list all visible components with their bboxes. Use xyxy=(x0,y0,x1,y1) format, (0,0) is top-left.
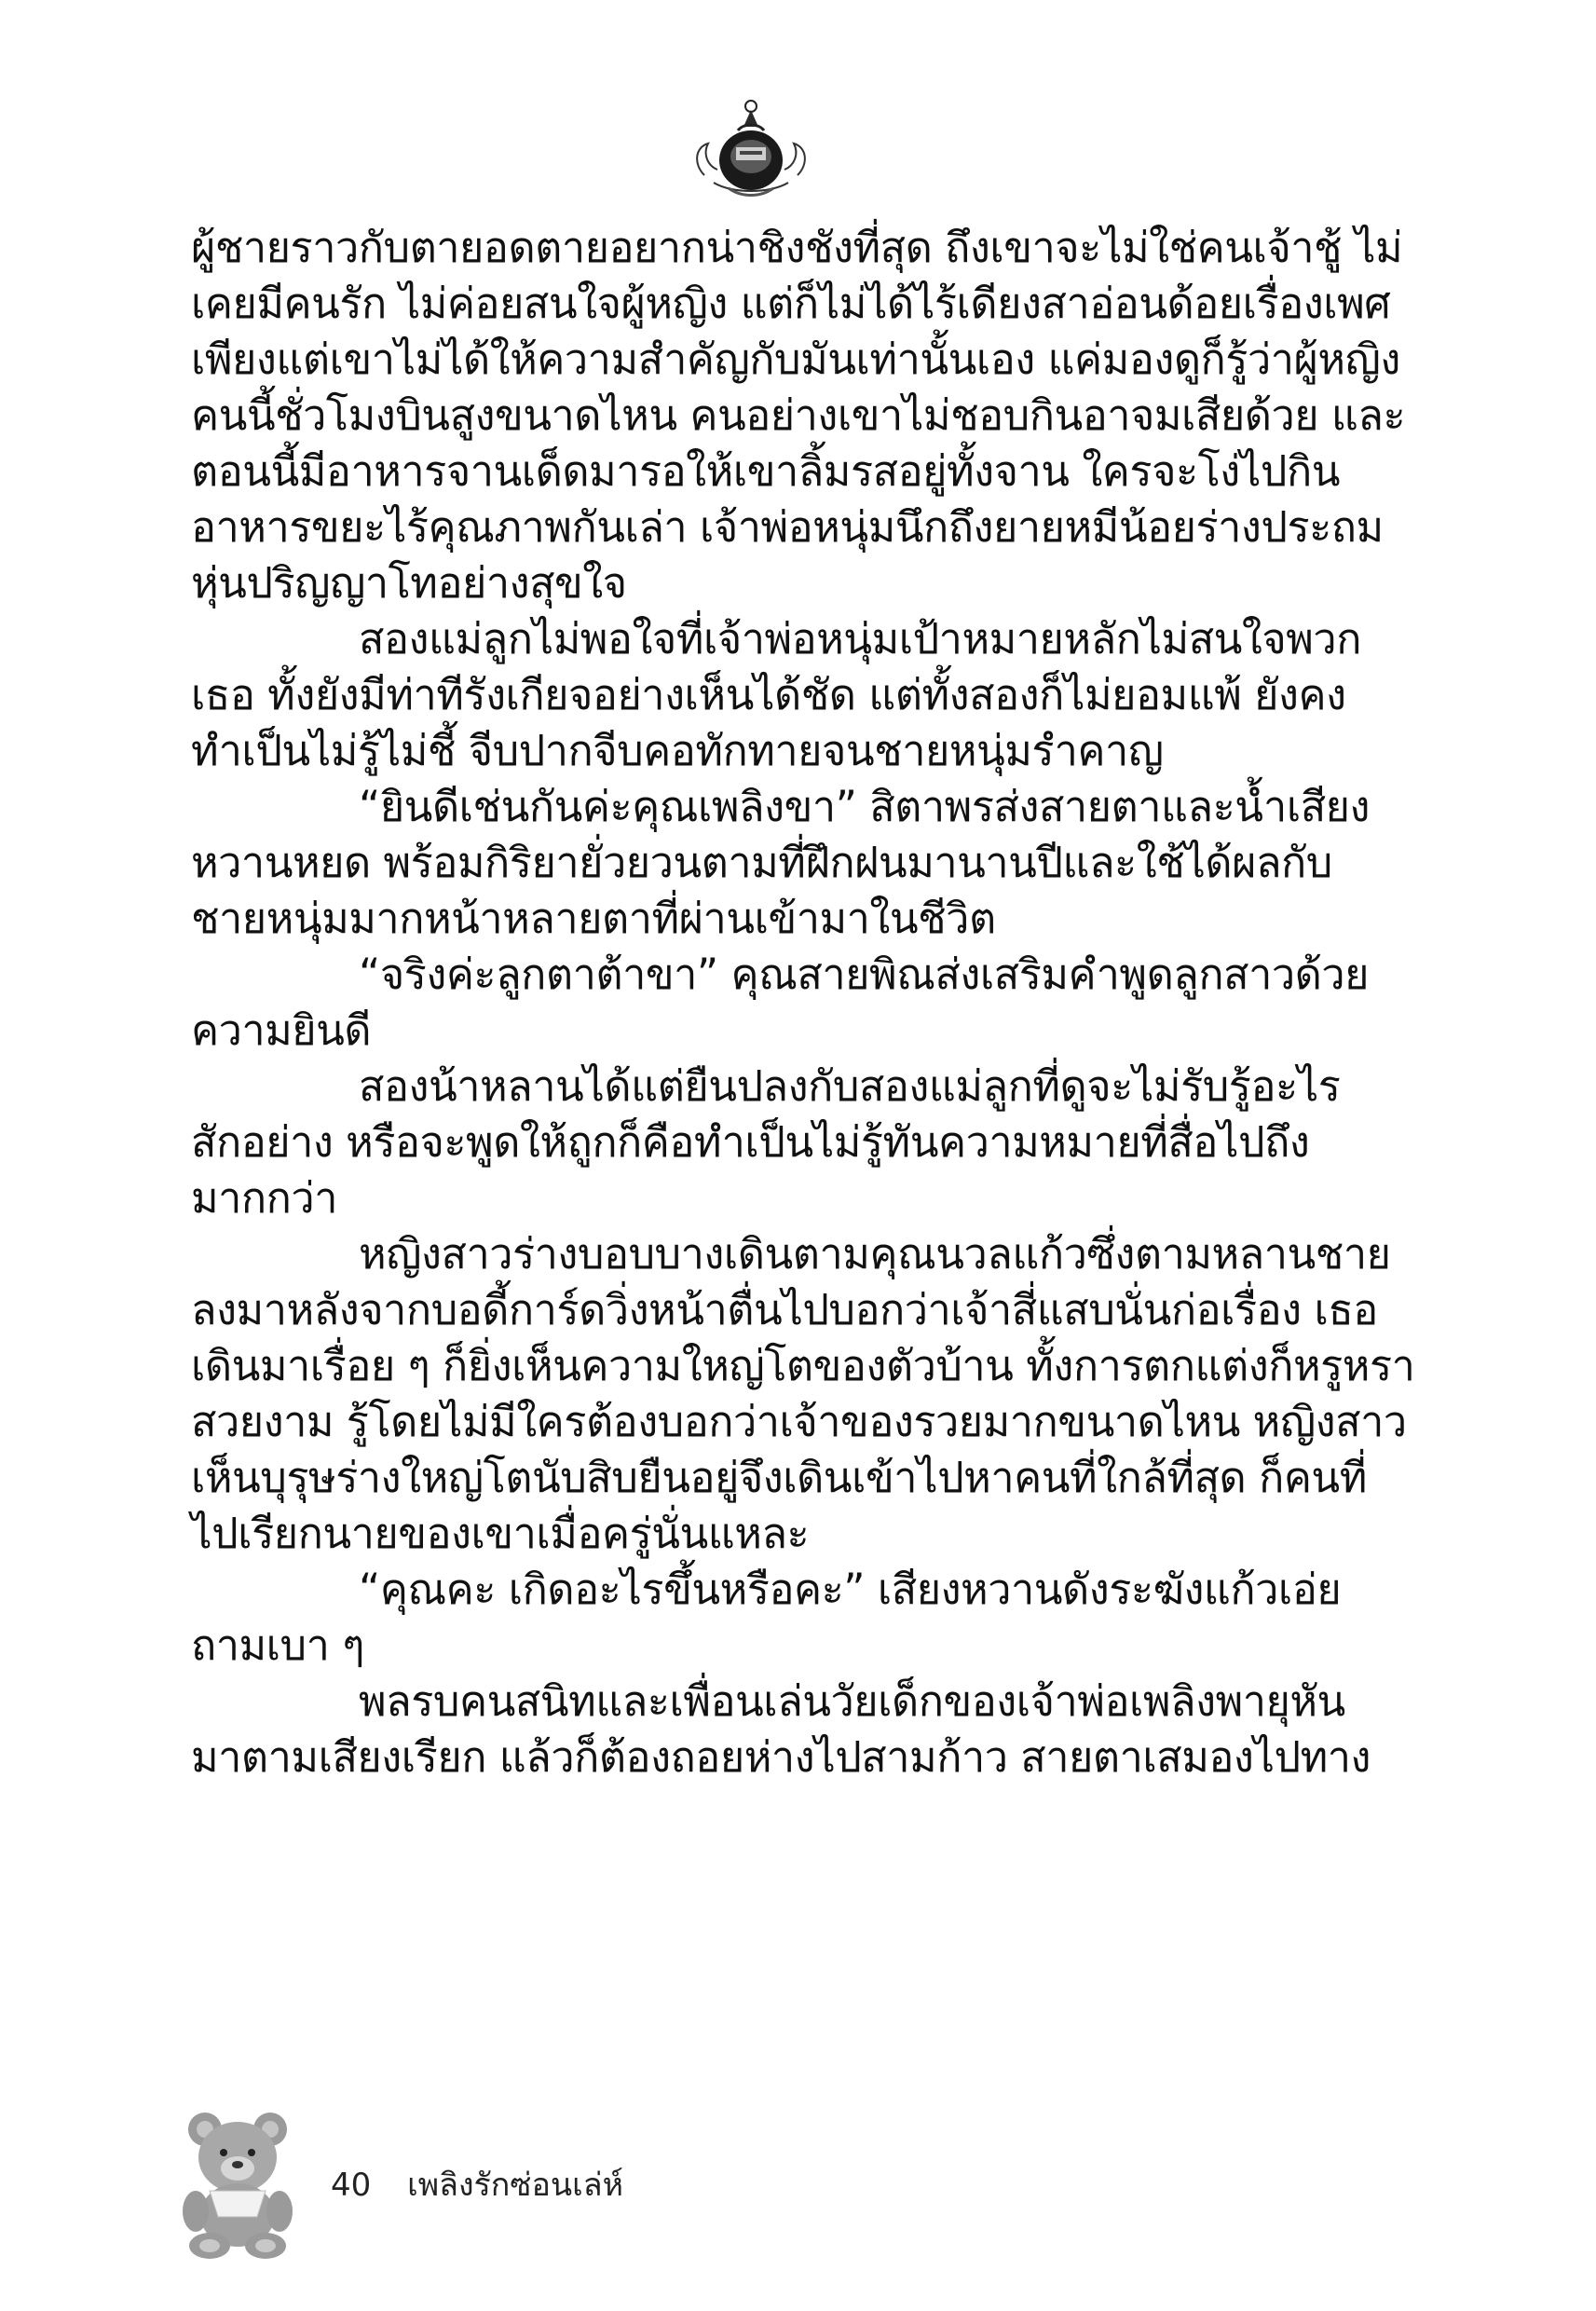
text-line: สวยงาม รู้โดยไม่มีใครต้องบอกว่าเจ้าของรวยมากขนาดไหน หญิงสาว xyxy=(191,1397,1407,1446)
text-line: เพียงแต่เขาไม่ได้ให้ความสำคัญกับมันเท่านั้นเอง แค่มองดูก็รู้ว่าผู้หญิง xyxy=(191,335,1400,384)
text-line: ตอนนี้มีอาหารจานเด็ดมารอให้เขาลิ้มรสอยู่ทั้งจาน ใครจะโง่ไปกิน xyxy=(191,446,1340,496)
text-line: ลงมาหลังจากบอดี้การ์ดวิ่งหน้าตื่นไปบอกว่าเจ้าสี่แสบนั่นก่อเรื่อง เธอ xyxy=(191,1285,1378,1334)
text-line: ไปเรียกนายของเขาเมื่อครู่นั่นแหละ xyxy=(191,1509,810,1558)
text-line: หวานหยด พร้อมกิริยายั่วยวนตามที่ฝึกฝนมานานปีและใช้ได้ผลกับ xyxy=(191,838,1332,887)
text-line: “จริงค่ะลูกตาต้าขา” คุณสายพิณส่งเสริมคำพูดลูกสาวด้วย xyxy=(359,950,1369,999)
text-line: ถามเบา ๆ xyxy=(191,1620,364,1670)
teddy-bear-icon xyxy=(168,2101,307,2260)
text-line: อาหารขยะไร้คุณภาพกันเล่า เจ้าพ่อหนุ่มนึกถึงยายหมีน้อยร่างประถม xyxy=(191,502,1384,552)
text-line: หุ่นปริญญาโทอย่างสุขใจ xyxy=(191,558,627,608)
text-line: เดินมาเรื่อย ๆ ก็ยิ่งเห็นความใหญ่โตของตัวบ้าน ทั้งการตกแต่งก็หรูหรา xyxy=(191,1341,1415,1390)
text-line: มาตามเสียงเรียก แล้วก็ต้องถอยห่างไปสามก้าว สายตาเสมองไปทาง xyxy=(191,1732,1371,1782)
page-footer xyxy=(168,2101,820,2260)
body-text xyxy=(191,220,1415,1785)
text-line: “ยินดีเช่นกันค่ะคุณเพลิงขา” สิตาพรส่งสายตาและน้ำเสียง xyxy=(359,782,1371,831)
text-line: เคยมีคนรัก ไม่ค่อยสนใจผู้หญิง แต่ก็ไม่ได้ไร้เดียงสาอ่อนด้อยเรื่องเพศ xyxy=(191,279,1391,328)
text-line: ทำเป็นไม่รู้ไม่ชี้ จีบปากจีบคอทักทายจนชายหนุ่มรำคาญ xyxy=(191,726,1164,775)
page-number: 40 xyxy=(331,2167,372,2204)
text-line: ความยินดี xyxy=(191,1005,372,1055)
text-line: สองน้าหลานได้แต่ยืนปลงกับสองแม่ลูกที่ดูจะไม่รับรู้อะไร xyxy=(359,1061,1341,1111)
text-line: ผู้ชายราวกับตายอดตายอยากน่าชิงชังที่สุด ถึงเขาจะไม่ใช่คนเจ้าชู้ ไม่ xyxy=(191,223,1403,272)
text-line: สักอย่าง หรือจะพูดให้ถูกก็คือทำเป็นไม่รู้ทันความหมายที่สื่อไปถึง xyxy=(191,1117,1310,1167)
text-line: เธอ ทั้งยังมีท่าทีรังเกียจอย่างเห็นได้ชัด แต่ทั้งสองก็ไม่ยอมแพ้ ยังคง xyxy=(191,670,1346,719)
ornament-emblem-icon xyxy=(686,89,816,201)
text-line: มากกว่า xyxy=(191,1173,337,1223)
text-line: ชายหนุ่มมากหน้าหลายตาที่ผ่านเข้ามาในชีวิต xyxy=(191,894,996,943)
page-folio xyxy=(331,2167,623,2204)
text-line: “คุณคะ เกิดอะไรขึ้นหรือคะ” เสียงหวานดังระฆังแก้วเอ่ย xyxy=(359,1565,1342,1614)
book-title: เพลิงรักซ่อนเล่ห์ xyxy=(407,2167,624,2204)
text-line: หญิงสาวร่างบอบบางเดินตามคุณนวลแก้วซึ่งตามหลานชาย xyxy=(359,1229,1391,1279)
text-line: พลรบคนสนิทและเพื่อนเล่นวัยเด็กของเจ้าพ่อเพลิงพายุหัน xyxy=(359,1676,1345,1726)
text-line: คนนี้ชั่วโมงบินสูงขนาดไหน คนอย่างเขาไม่ชอบกินอาจมเสียด้วย และ xyxy=(191,390,1406,440)
text-line: สองแม่ลูกไม่พอใจที่เจ้าพ่อหนุ่มเป้าหมายหลักไม่สนใจพวก xyxy=(359,614,1361,663)
text-line: เห็นบุรุษร่างใหญ่โตนับสิบยืนอยู่จึงเดินเข้าไปหาคนที่ใกล้ที่สุด ก็คนที่ xyxy=(191,1453,1367,1502)
